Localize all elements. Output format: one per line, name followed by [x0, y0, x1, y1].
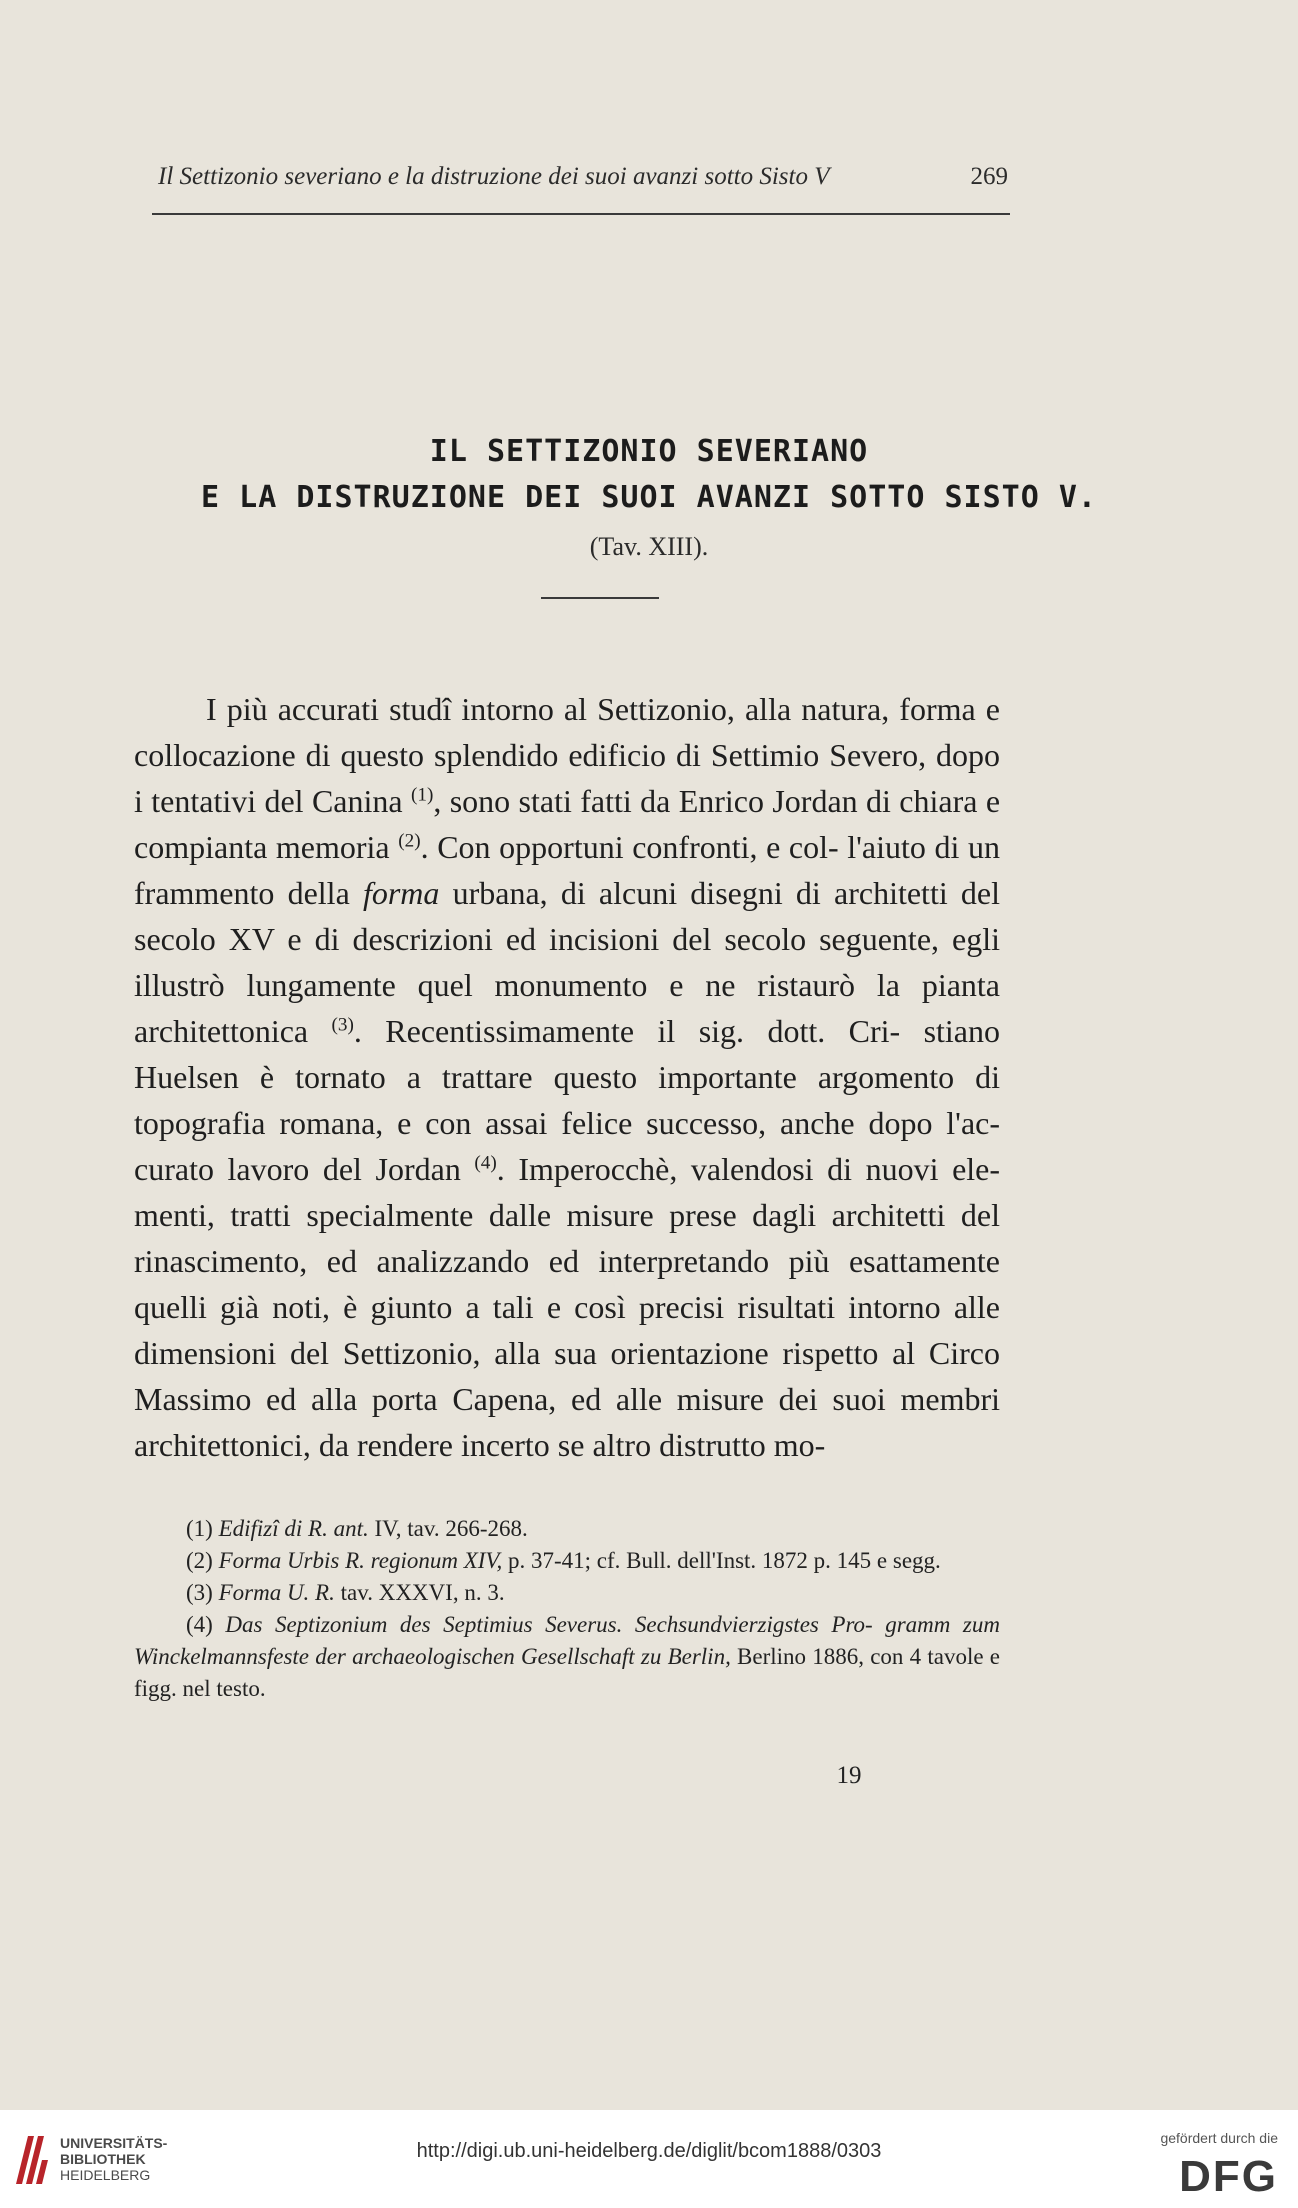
footnotes: [134, 1513, 1000, 1705]
plate-reference: (Tav. XIII).: [589, 532, 709, 561]
article-title-line1: IL SETTIZONIO SEVERIANO: [429, 434, 869, 469]
footnote-ref-1[interactable]: (1): [410, 784, 434, 806]
running-head: [158, 163, 1008, 203]
funding-caption: gefördert durch die: [1160, 2130, 1278, 2146]
running-head-title: Il Settizonio severiano e la distruzione dei suoi avanzi sotto Sisto V: [158, 163, 830, 190]
footnote-ref-4[interactable]: (4): [474, 1152, 497, 1174]
page-number: 269: [970, 163, 1008, 190]
body-text: [134, 686, 1000, 1468]
footnote-4: (4) Das Septizonium des Septimius Severus. Sechsundvierzigstes Pro- gramm zum Winckelmannsfeste der archaeologischen Gesellschaft zu Berlin, Berlino 1886, con 4 tavole e figg. nel testo.: [134, 1612, 1001, 1701]
header-rule: [152, 213, 1010, 215]
permalink-url[interactable]: http://digi.ub.uni-heidelberg.de/diglit/bcom1888/0303: [416, 2140, 882, 2162]
library-name[interactable]: UNIVERSITÄTS- BIBLIOTHEK HEIDELBERG: [60, 2135, 168, 2183]
signature-mark: 19: [836, 1762, 862, 1789]
footnote-3: (3) Forma U. R. tav. XXXVI, n. 3.: [186, 1580, 505, 1605]
footnote-ref-3[interactable]: (3): [331, 1014, 354, 1036]
title-rule: [541, 597, 659, 599]
footnote-ref-2[interactable]: (2): [398, 830, 421, 852]
forma-italic: forma: [362, 875, 440, 911]
footnote-1: (1) Edifizî di R. ant. IV, tav. 266-268.: [186, 1516, 528, 1541]
footnote-2: (2) Forma Urbis R. regionum XIV, p. 37-41; cf. Bull. dell'Inst. 1872 p. 145 e segg.: [186, 1548, 941, 1573]
body-paragraph: I più accurati studî intorno al Settizonio, alla natura, forma e collocazione di questo splendido edificio di Settimio Severo, dopo i tentativi del Canina $^{(1)}$, sono stati fatti da Enrico Jordan di chiara e compianta memoria $^{(2)}$. Con opportuni confronti, e col- l'aiuto di un frammento della forma urbana, di alcuni disegni di architetti del secolo XV e di descrizioni ed incisioni del secolo seguente, egli illustrò lungamente quel monumento e ne ristaurò la pianta architettonica $^{(3)}$. Recentissimamente il sig. dott. Cri- stiano Huelsen è tornato a trattare questo importante argomento di topografia romana, e con assai felice successo, anche dopo l'ac- curato lavoro del Jordan $^{(4)}$. Imperocchè, valendosi di nuovi ele- menti, tratti specialmente dalle misure prese dagli architetti del rinascimento, ed analizzando ed interpretando più esattamente quelli già noti, è giunto a tali e così precisi risultati intorno alle dimensioni del Settizonio, alla sua orientazione rispetto al Circo Massimo ed alla porta Capena, ed alle misure dei suoi membri architettonici, da rendere incerto se altro distrutto mo-: [134, 691, 1001, 1463]
article-title-line2: E LA DISTRUZIONE DEI SUOI AVANZI SOTTO SISTO V.: [201, 480, 1097, 515]
dfg-logo[interactable]: DFG: [1179, 2152, 1278, 2201]
